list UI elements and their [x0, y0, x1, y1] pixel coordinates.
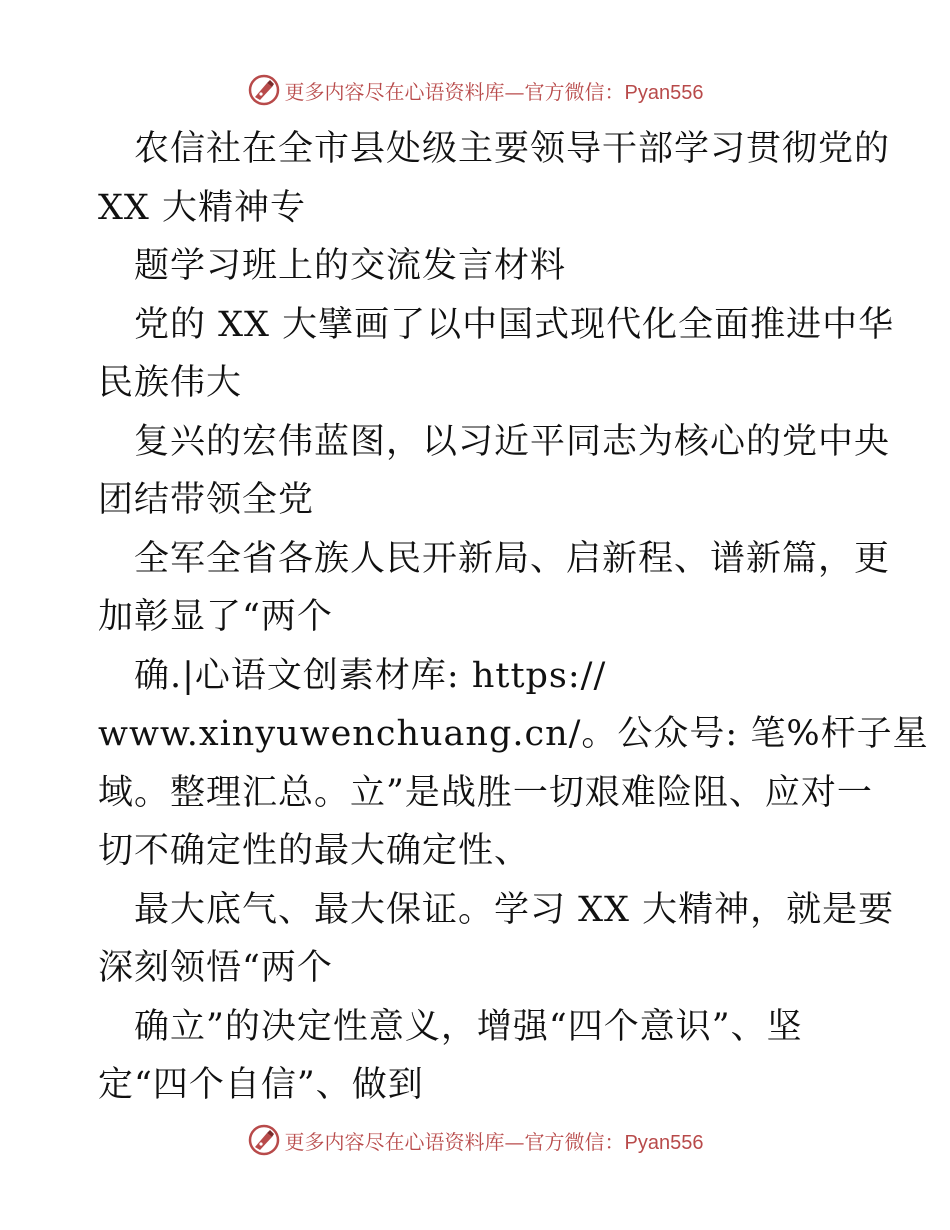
body-line: 切不确定性的最大确定性、: [98, 831, 531, 871]
body-line: 深刻领悟“两个: [98, 948, 333, 988]
body-line: 团结带领全党: [98, 480, 315, 520]
body-line: 党的 XX 大擘画了以中国式现代化全面推进中华: [134, 304, 895, 345]
pen-nib-logo-icon: [247, 1123, 281, 1157]
body-line: 定“四个自信”、做到: [98, 1065, 424, 1105]
footer-watermark-text: 更多内容尽在心语资料库—官方微信：Pyan556: [284, 1129, 704, 1154]
body-line: 民族伟大: [98, 363, 243, 403]
body-line: 确.|心语文创素材库: https://: [134, 655, 607, 696]
document-body: [98, 120, 929, 1115]
body-line: 确立”的决定性意义，增强“四个意识”、坚: [134, 1006, 803, 1047]
body-line: 农信社在全市县处级主要领导干部学习贯彻党的: [134, 129, 891, 169]
body-line: 最大底气、最大保证。学习 XX 大精神，就是要: [134, 889, 895, 930]
body-line: 全军全省各族人民开新局、启新程、谱新篇，更: [134, 538, 891, 579]
header-watermark-banner: [0, 68, 950, 112]
body-line: XX 大精神专: [98, 187, 306, 228]
body-line: www.xinyuwenchuang.cn/。公众号: 笔%杆子星: [98, 714, 929, 754]
header-watermark-text: 更多内容尽在心语资料库—官方微信：Pyan556: [284, 79, 704, 104]
body-line: 复兴的宏伟蓝图，以习近平同志为核心的党中央: [134, 421, 891, 462]
body-line: 域。整理汇总。立”是战胜一切艰难险阻、应对一: [98, 772, 873, 813]
pen-nib-logo-icon: [247, 73, 281, 107]
footer-watermark-banner: [0, 1118, 950, 1162]
body-line: 加彰显了“两个: [98, 597, 333, 637]
body-line: 题学习班上的交流发言材料: [134, 246, 567, 286]
